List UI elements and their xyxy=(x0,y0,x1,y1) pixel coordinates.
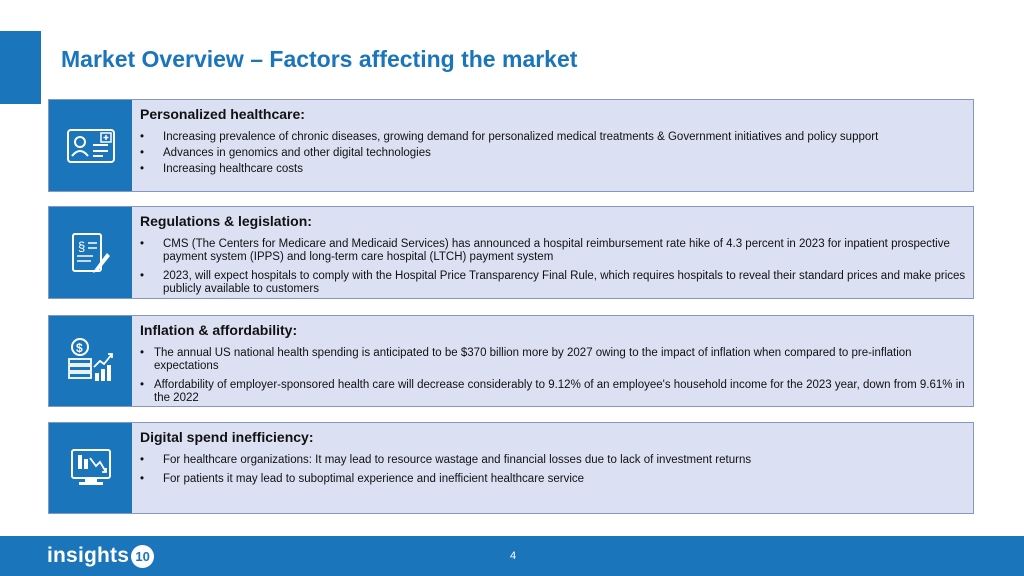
card-icon-box xyxy=(49,423,132,513)
inflation-chart-icon xyxy=(66,337,116,385)
bullet-item: • Affordability of employer-sponsored health care will decrease considerably to 9.12% of an employee's household income for the 2023 year, down from 9.61% in the 2022 xyxy=(140,379,967,405)
bullet-list xyxy=(140,238,967,296)
bullet-item: • Increasing prevalence of chronic diseases, growing demand for personalized medical treatments & Government initiatives and policy support xyxy=(140,131,967,144)
bullet-item: • Advances in genomics and other digital technologies xyxy=(140,147,967,160)
card-heading: Inflation & affordability: xyxy=(140,322,298,338)
page-number: 4 xyxy=(510,550,517,562)
bullet-item: • 2023, will expect hospitals to comply with the Hospital Price Transparency Final Rule, which requires hospitals to reveal their standard prices and make prices publicly available to customers xyxy=(140,270,967,296)
logo-text: insights xyxy=(47,544,130,567)
title-accent-bar xyxy=(0,31,41,104)
bullet-item: • For patients it may lead to suboptimal experience and inefficient healthcare service xyxy=(140,473,967,486)
card-heading: Regulations & legislation: xyxy=(140,213,312,229)
factor-card-inflation xyxy=(48,315,974,407)
insights10-logo xyxy=(47,543,154,569)
card-heading: Personalized healthcare: xyxy=(140,106,305,122)
factor-card-personalized-healthcare xyxy=(48,99,974,192)
card-content xyxy=(140,213,967,302)
card-heading: Digital spend inefficiency: xyxy=(140,429,314,445)
declining-chart-monitor-icon xyxy=(68,446,114,490)
bullet-item: • Increasing healthcare costs xyxy=(140,163,967,176)
bullet-item: • For healthcare organizations: It may lead to resource wastage and financial losses due to lack of investment returns xyxy=(140,454,967,467)
bullet-list xyxy=(140,131,967,176)
card-content xyxy=(140,106,967,179)
card-content xyxy=(140,322,967,411)
svg-text:§: § xyxy=(77,238,85,254)
card-icon-box xyxy=(49,316,132,406)
footer-bar xyxy=(0,536,1024,576)
id-card-icon xyxy=(66,128,116,164)
bullet-list xyxy=(140,347,967,405)
svg-text:$: $ xyxy=(75,341,83,355)
factor-card-regulations xyxy=(48,206,974,299)
bullet-item: • The annual US national health spending is anticipated to be $370 billion more by 2027 owing to the impact of inflation when compared to pre-inflation expectations xyxy=(140,347,967,373)
logo-badge: 10 xyxy=(131,545,154,568)
legal-document-icon xyxy=(69,231,113,275)
slide-title: Market Overview – Factors affecting the market xyxy=(61,46,578,72)
bullet-item: • CMS (The Centers for Medicare and Medicaid Services) has announced a hospital reimbursement rate hike of 4.3 percent in 2023 for inpatient prospective payment system (IPPS) and long-term care hospital (LTCH) payment system xyxy=(140,238,967,264)
factor-card-digital-spend xyxy=(48,422,974,514)
bullet-list xyxy=(140,454,967,486)
card-content xyxy=(140,429,967,492)
card-icon-box xyxy=(49,100,132,191)
card-icon-box xyxy=(49,207,132,298)
